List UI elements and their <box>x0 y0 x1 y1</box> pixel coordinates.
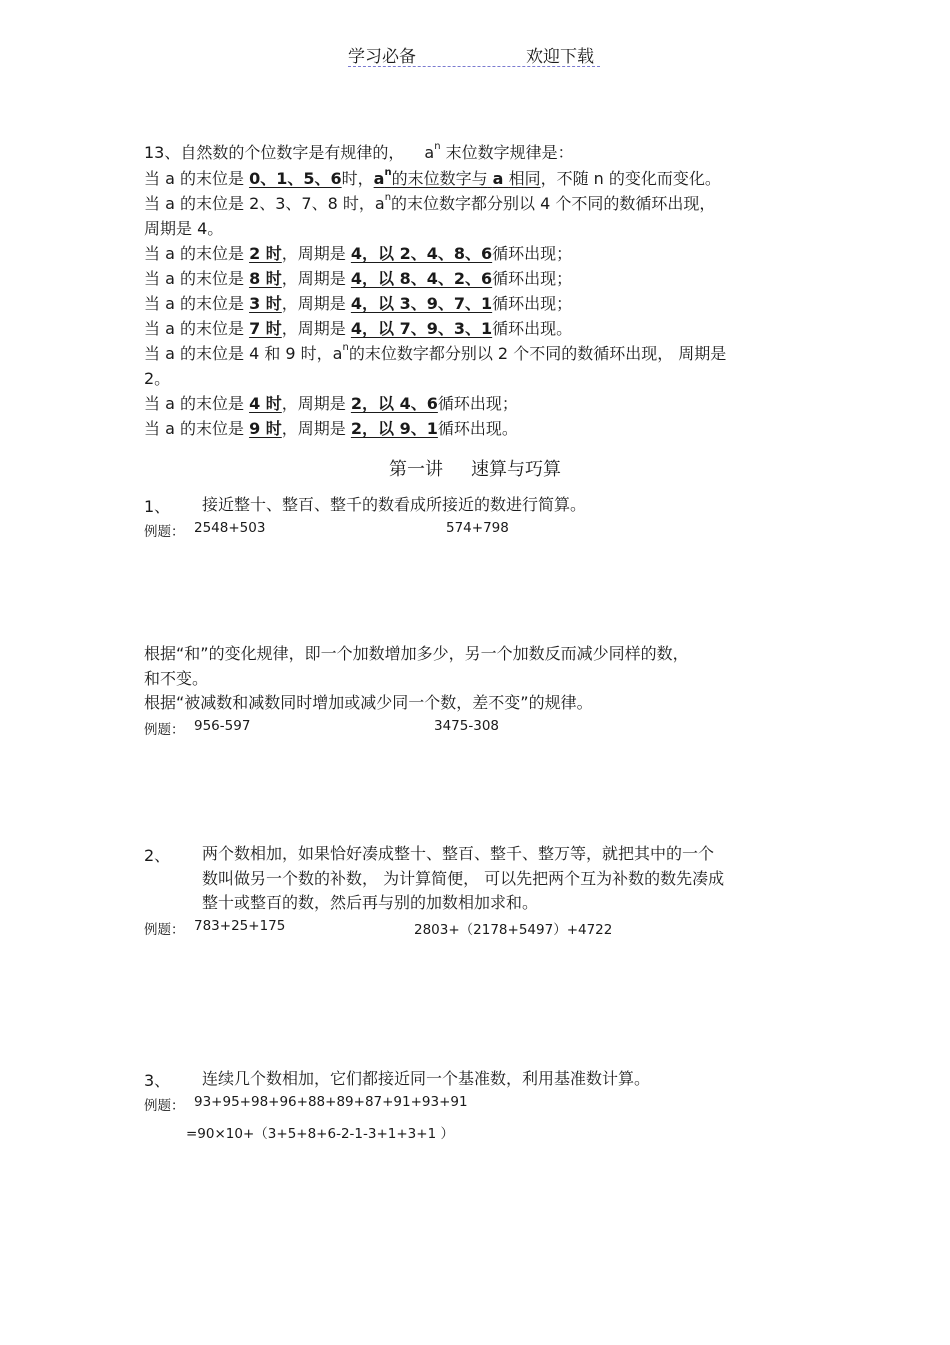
rule13-case-7: 当 a 的末位是 7 时，周期是 4，以 7、9、3、1循环出现。 <box>144 319 573 338</box>
rule-diff-line: 根据“被减数和减数同时增加或减少同一个数，差不变”的规律。 <box>144 693 593 712</box>
example-expression: 956-597 <box>194 718 251 734</box>
example-expression: 93+95+98+96+88+89+87+91+93+91 <box>194 1094 468 1110</box>
example-label: 例题： <box>144 1098 185 1114</box>
rule-sum-line1: 根据“和”的变化规律，即一个加数增加多少，另一个加数反而减少同样的数， <box>144 644 689 663</box>
example-expression: 2548+503 <box>194 520 266 536</box>
rule13-case-3: 当 a 的末位是 3 时，周期是 4，以 3、9、7、1循环出现； <box>144 294 573 313</box>
rule13-line3: 周期是 4。 <box>144 219 224 238</box>
section-2-line3: 整十或整百的数，然后再与别的加数相加求和。 <box>202 893 539 912</box>
example-expression: 2803+（2178+5497）+4722 <box>414 922 613 938</box>
rule13-line8: 当 a 的末位是 4 和 9 时，$a^n$的末位数字都分别以 2 个不同的数循环出现， 周期是 <box>144 342 727 363</box>
example-expression: 3475-308 <box>434 718 499 734</box>
header-left-text: 学习必备 <box>348 47 416 67</box>
example-label: 例题： <box>144 722 185 738</box>
lecture-title: 第一讲 速算与巧算 <box>389 459 561 480</box>
page-header <box>348 42 600 67</box>
rule13-line1: 当 a 的末位是 0、1、5、6时，$a^n$的末位数字与 a 相同，不随 n 的变化而变化。 <box>144 167 721 188</box>
rule13-intro: 13、自然数的个位数字是有规律的， $a^n$ 末位数字规律是： <box>144 141 574 162</box>
rule13-case-4: 当 a 的末位是 4 时，周期是 2，以 4、6循环出现； <box>144 394 518 413</box>
rule13-case-8: 当 a 的末位是 8 时，周期是 4，以 8、4、2、6循环出现； <box>144 269 573 288</box>
section-1-number: 1、 <box>144 497 171 516</box>
rule13-case-9: 当 a 的末位是 9 时，周期是 2，以 9、1循环出现。 <box>144 419 518 438</box>
rule13-line9: 2。 <box>144 369 171 388</box>
example-label: 例题： <box>144 524 185 540</box>
section-1-text: 接近整十、整百、整千的数看成所接近的数进行简算。 <box>202 495 587 514</box>
section-3-text: 连续几个数相加，它们都接近同一个基准数，利用基准数计算。 <box>202 1069 651 1088</box>
example-expression: 783+25+175 <box>194 918 286 934</box>
section-3-number: 3、 <box>144 1071 171 1090</box>
example-step: =90×10+（3+5+8+6-2-1-3+1+3+1 ） <box>186 1126 454 1142</box>
header-right-text: 欢迎下载 <box>526 47 594 67</box>
rule13-line2: 当 a 的末位是 2、3、7、8 时，$a^n$的末位数字都分别以 4 个不同的数循环出现， <box>144 192 716 213</box>
section-2-line1: 两个数相加，如果恰好凑成整十、整百、整千、整万等，就把其中的一个 <box>202 844 715 863</box>
section-2-number: 2、 <box>144 846 171 865</box>
example-label: 例题： <box>144 922 185 938</box>
rule13-case-2: 当 a 的末位是 2 时，周期是 4，以 2、4、8、6循环出现； <box>144 244 573 263</box>
section-2-line2: 数叫做另一个数的补数， 为计算简便， 可以先把两个互为补数的数先凑成 <box>202 869 725 888</box>
rule-sum-line2: 和不变。 <box>144 669 209 688</box>
example-expression: 574+798 <box>446 520 509 536</box>
